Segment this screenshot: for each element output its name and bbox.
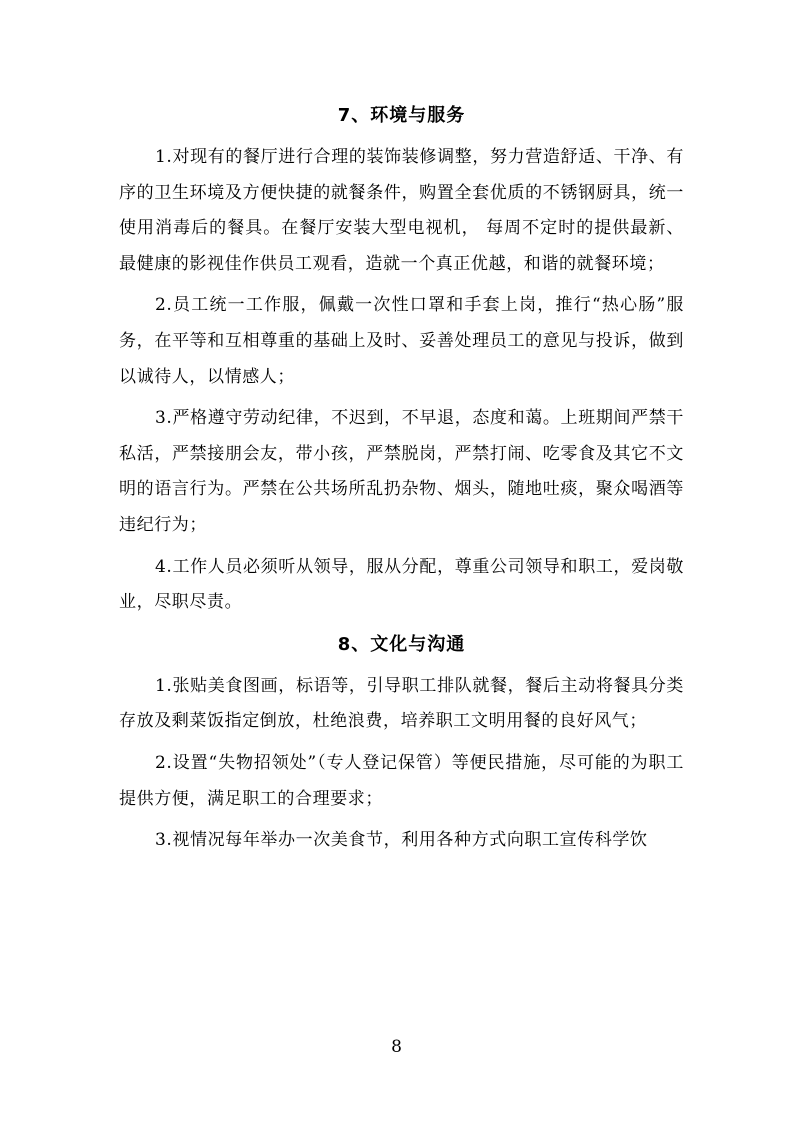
page-number: 8 <box>391 1037 402 1057</box>
paragraph: 2.设置“失物招领处”（专人登记保管）等便民措施，尽可能的为职工提供方便，满足职工的合理要求； <box>119 752 684 809</box>
paragraph: 1.对现有的餐厅进行合理的装饰装修调整，努力营造舒适、干净、有序的卫生环境及方便快捷的就餐条件，购置全套优质的不锈钢厨具，统一使用消毒后的餐具。在餐厅安装大型电视机， 每周不定时的提供最新、最健康的影视佳作供员工观看，造就一个真正优越，和谐的就餐环境； <box>119 147 684 274</box>
section-heading-environment-service: 7、环境与服务 <box>337 105 466 126</box>
paragraph: 3.视情况每年举办一次美食节，利用各种方式向职工宣传科学饮 <box>155 830 648 851</box>
paragraph: 2.员工统一工作服，佩戴一次性口罩和手套上岗，推行“热心肠”服务，在平等和互相尊重的基础上及时、妥善处理员工的意见与投诉，做到以诚待人，以情感人； <box>119 295 684 387</box>
paragraph: 1.张贴美食图画，标语等，引导职工排队就餐，餐后主动将餐具分类存放及剩菜饭指定倒放，杜绝浪费，培养职工文明用餐的良好风气； <box>119 675 684 732</box>
paragraph: 3.严格遵守劳动纪律，不迟到，不早退，态度和蔼。上班期间严禁干私活，严禁接朋会友，带小孩，严禁脱岗，严禁打闹、吃零食及其它不文明的语言行为。严禁在公共场所乱扔杂物、烟头，随地吐痰，聚众喝酒等违纪行为； <box>119 408 684 535</box>
page-content <box>119 98 684 865</box>
section-heading-culture-communication: 8、文化与沟通 <box>337 633 466 655</box>
paragraph: 4.工作人员必须听从领导，服从分配，尊重公司领导和职工，爱岗敬业，尽职尽责。 <box>119 556 684 613</box>
